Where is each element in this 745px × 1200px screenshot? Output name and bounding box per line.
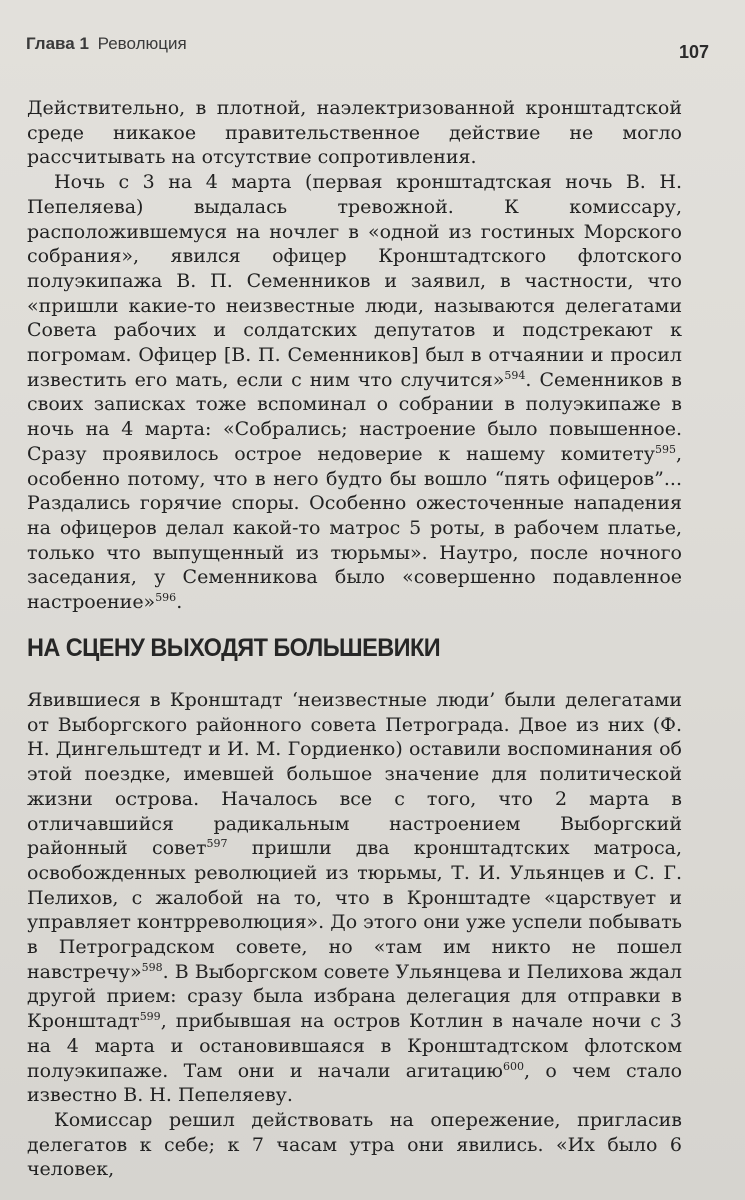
paragraph: [27, 1108, 682, 1182]
footnote-ref: 595: [654, 442, 676, 456]
footnote-ref: 599: [139, 1010, 161, 1024]
text-run: Действительно, в плотной, наэлектризованной кронштадтской среде никакое правительственное действие не могло рассчитывать на отсутствие сопротивления.: [27, 97, 682, 169]
text-run: Явившиеся в Кронштадт ‘неизвестные люди’ были делегатами от Выборгского районного совета Петрограда. Двое из них (Ф. Н. Дингельштедт и И. М. Гордиенко) оставили воспоминания об этой поездке, имевшей большое значение для политической жизни острова. Началось все с того, что 2 марта в отличавшийся радикальным настроением Выборгский районный совет: [27, 689, 682, 860]
text-run: , о чем стало известно В. Н. Пепеляеву.: [27, 1059, 683, 1107]
paragraph: [27, 170, 682, 615]
chapter-title: Революция: [97, 34, 187, 53]
text-run: . Семенников в своих записках тоже вспоминал о собрании в полуэкипаже в ночь на 4 марта: «Собрались; настроение было повышенное. Сразу проявилось острое недоверие к нашему комитету: [27, 368, 682, 465]
text-run: Ночь с 3 на 4 марта (первая кронштадтская ночь В. Н. Пепеляева) выдалась тревожной. К комиссару, расположившемуся на ночлег в «одной из гостиных Морского собрания», явился офицер Кронштадтского флотского полуэкипажа В. П. Семенников и заявил, в частности, что «пришли какие-то неизвестные люди, называются делегатами Совета рабочих и солдатских депутатов и подстрекают к погромам. Офицер [В. П. Семенников] был в отчаянии и просил известить его мать, если с ним что случится»: [27, 171, 682, 391]
text-run: пришли два кронштадтских матроса, освобожденных революцией из тюрьмы, Т. И. Ульянцев и С. Г. Пелихов, с жалобой на то, что в Кронштадте «царствует и управляет контрреволюция». До этого они уже успели побывать в Петроградском совете, но «там им никто не пошел навстречу»: [27, 837, 683, 983]
page-number: 107: [678, 42, 709, 62]
text-run: . В Выборгском совете Ульянцева и Пелихова ждал другой прием: сразу была избрана делегация для отправки в Кронштадт: [27, 960, 682, 1033]
text-run: Комиссар решил действовать на опережение, пригласив делегатов к себе; к 7 часам утра они явились. «Их было 6 человек,: [27, 1108, 682, 1181]
section-heading: НА СЦЕНУ ВЫХОДЯТ БОЛЬШЕВИКИ: [27, 634, 441, 662]
body-text-after-heading: [27, 688, 682, 1182]
footnote-ref: 600: [502, 1059, 524, 1073]
text-run: .: [176, 591, 183, 614]
footnote-ref: 597: [206, 837, 228, 851]
footnote-ref: 596: [155, 591, 177, 605]
footnote-ref: 598: [141, 960, 163, 974]
paragraph: [27, 96, 682, 170]
footnote-ref: 594: [504, 368, 526, 382]
text-run: , особенно потому, что в него будто бы вошло “пять офицеров”... Раздались горячие споры. Особенно ожесточенные нападения на офицеров делал какой-то матрос 5 роты, в рабочем платье, только что выпущенный из тюрьмы». Наутро, после ночного заседания, у Семенникова было «совершенно подавленное настроение»: [27, 442, 682, 614]
running-header: [26, 34, 187, 54]
body-text-before-heading: [27, 96, 682, 615]
chapter-label: Глава 1: [26, 34, 89, 53]
text-run: , прибывшая на остров Котлин в начале ночи с 3 на 4 марта и остановившаяся в Кронштадтском флотском полуэкипаже. Там они и начали агитацию: [27, 1010, 682, 1082]
paragraph: [27, 688, 682, 1108]
